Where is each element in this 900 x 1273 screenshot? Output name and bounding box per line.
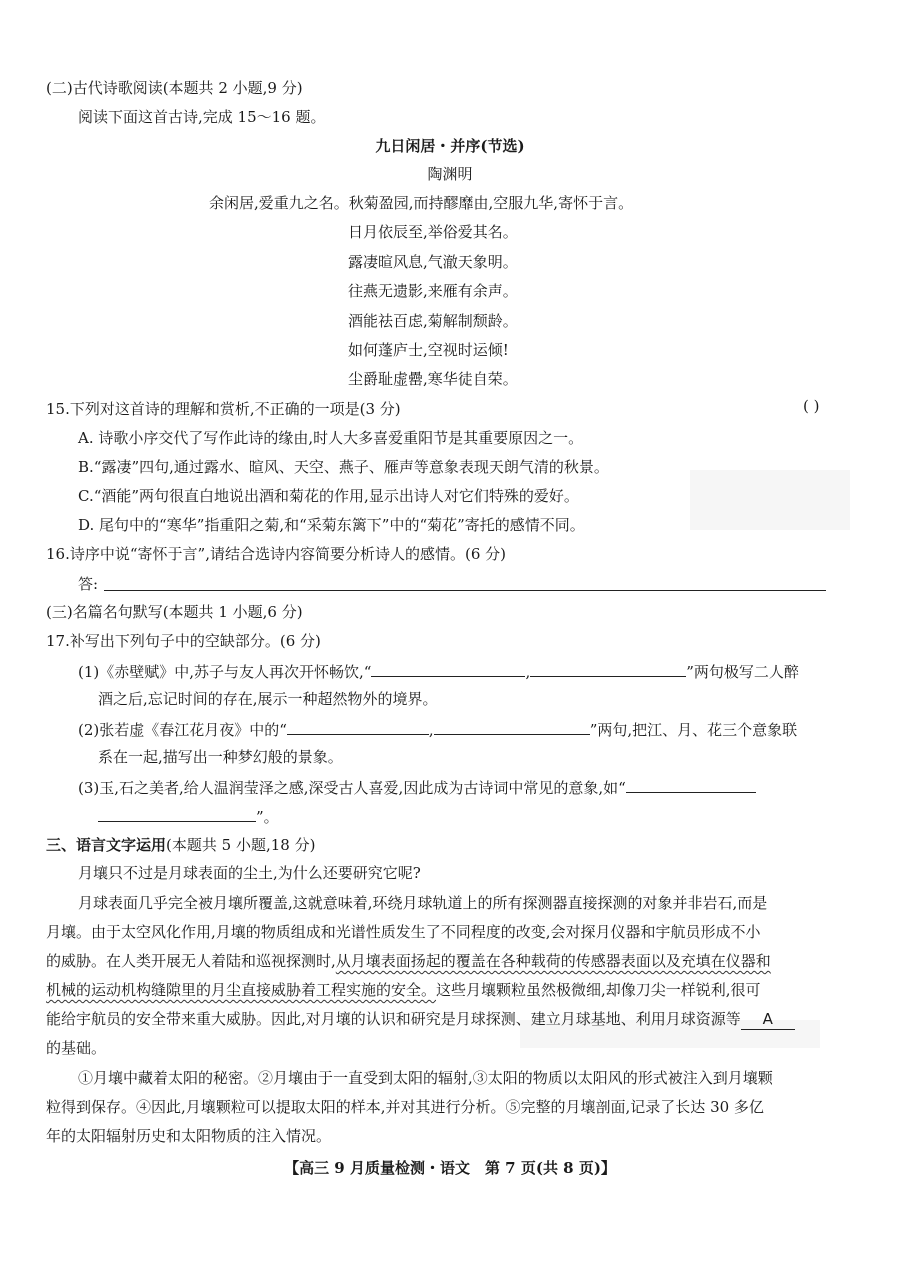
wavy-underlined-sentence: 机械的运动机构缝隙里的月尘直接威胁着工程实施的安全。	[46, 981, 437, 999]
fill-blank[interactable]	[287, 718, 429, 735]
fill-blank[interactable]	[371, 660, 525, 677]
comma: ,	[525, 663, 531, 681]
q17-item-1-cont: 酒之后,忘记时间的存在,展示一种超然物外的境界。	[98, 690, 438, 708]
q17-item-2	[78, 718, 797, 740]
page-footer: 【高三 9 月质量检测・语文 第 7 页(共 8 页)】	[284, 1159, 616, 1177]
passage-question: 月壤只不过是月球表面的尘土,为什么还要研究它呢?	[78, 864, 421, 882]
q17-item-1-text: (1)《赤壁赋》中,苏子与友人再次开怀畅饮,“	[78, 663, 372, 681]
q17-item-3	[78, 776, 756, 798]
poem-preface: 余闲居,爱重九之名。秋菊盈园,而持醪靡由,空服九华,寄怀于言。	[209, 194, 634, 212]
q17-item-2-text: ”两句,把江、月、花三个意象联	[589, 721, 798, 739]
answer-line[interactable]	[104, 590, 826, 591]
q17-item-1-text: ”两句极写二人醉	[686, 663, 799, 681]
passage-line	[46, 980, 761, 1000]
closing-quote: ”。	[256, 808, 279, 826]
question-17-stem: 17.补写出下列句子中的空缺部分。(6 分)	[46, 632, 321, 650]
question-15-stem: 15.下列对这首诗的理解和赏析,不正确的一项是(3 分)	[46, 400, 401, 418]
comma: ,	[428, 721, 434, 739]
answer-bracket[interactable]: ( )	[803, 397, 820, 415]
passage-line	[46, 951, 771, 971]
question-16-stem: 16.诗序中说“寄怀于言”,请结合选诗内容简要分析诗人的感情。(6 分)	[46, 545, 506, 563]
section-heading: (二)古代诗歌阅读(本题共 2 小题,9 分)	[46, 79, 303, 97]
poem-line: 酒能祛百虑,菊解制颓龄。	[348, 312, 518, 330]
poem-line: 日月依辰至,举俗爱其名。	[348, 223, 518, 241]
passage-text: 的威胁。在人类开展无人着陆和巡视探测时,	[46, 952, 336, 970]
q17-item-2-text: (2)张若虚《春江花月夜》中的“	[78, 721, 287, 739]
part-heading	[46, 835, 315, 855]
option-c[interactable]: C.“酒能”两句很直白地说出酒和菊花的作用,显示出诗人对它们特殊的爱好。	[78, 487, 579, 505]
poem-author: 陶渊明	[427, 165, 473, 183]
passage-line: 的基础。	[46, 1039, 107, 1057]
passage-line: 年的太阳辐射历史和太阳物质的注入情况。	[46, 1127, 332, 1145]
q17-item-2-cont: 系在一起,描写出一种梦幻般的景象。	[98, 748, 343, 766]
passage-line: 月壤。由于太空风化作用,月壤的物质组成和光谱性质发生了不同程度的改变,会对探月仪器和宇航员形成不小	[46, 923, 761, 941]
poem-line: 往燕无遗影,来雁有余声。	[348, 282, 518, 300]
fill-blank[interactable]	[530, 660, 686, 677]
passage-text: 能给宇航员的安全带来重大威胁。因此,对月壤的认识和研究是月球探测、建立月球基地、利用月球资源等	[46, 1010, 741, 1028]
option-d[interactable]: D. 尾句中的“寒华”指重阳之菊,和“采菊东篱下”中的“菊花”寄托的感情不同。	[78, 516, 585, 534]
poem-line: 尘爵耻虚罍,寒华徒自荣。	[348, 370, 518, 388]
q17-item-3-text: (3)玉,石之美者,给人温润莹泽之感,深受古人喜爱,因此成为古诗词中常见的意象,如“	[78, 779, 626, 797]
q17-item-3-cont	[98, 805, 279, 827]
passage-text: 这些月壤颗粒虽然极微细,却像刀尖一样锐利,很可	[436, 981, 761, 999]
fill-blank[interactable]	[626, 776, 756, 793]
option-b[interactable]: B.“露凄”四句,通过露水、暄风、天空、燕子、雁声等意象表现天朗气清的秋景。	[78, 458, 609, 476]
scan-smudge	[690, 470, 850, 530]
passage-line: 月球表面几乎完全被月壤所覆盖,这就意味着,环绕月球轨道上的所有探测器直接探测的对象并非岩石,而是	[78, 894, 768, 912]
fill-blank[interactable]	[98, 805, 256, 822]
section-heading: (三)名篇名句默写(本题共 1 小题,6 分)	[46, 603, 303, 621]
passage-line: 粒得到保存。④因此,月壤颗粒可以提取太阳的样本,并对其进行分析。⑤完整的月壤剖面,记录了长达 30 多亿	[46, 1098, 764, 1116]
part-heading-title: 三、语言文字运用	[46, 836, 167, 854]
poem-title: 九日闲居・并序(节选)	[375, 137, 525, 155]
part-heading-note: (本题共 5 小题,18 分)	[166, 836, 316, 854]
passage-line: ①月壤中藏着太阳的秘密。②月壤由于一直受到太阳的辐射,③太阳的物质以太阳风的形式被注入到月壤颗	[78, 1069, 773, 1087]
option-a[interactable]: A. 诗歌小序交代了写作此诗的缘由,时人大多喜爱重阳节是其重要原因之一。	[78, 429, 584, 447]
wavy-underlined-sentence: 从月壤表面扬起的覆盖在各种载荷的传感器表面以及充填在仪器和	[335, 952, 771, 970]
poem-line: 如何蓬庐士,空视时运倾!	[348, 341, 509, 359]
poem-line: 露凄暄风息,气澈天象明。	[348, 253, 518, 271]
answer-label: 答:	[78, 575, 99, 593]
passage-line	[46, 1009, 795, 1030]
blank-a[interactable]: A	[741, 1009, 795, 1030]
fill-blank[interactable]	[434, 718, 590, 735]
instruction-text: 阅读下面这首古诗,完成 15～16 题。	[78, 108, 326, 126]
q17-item-1	[78, 660, 799, 682]
